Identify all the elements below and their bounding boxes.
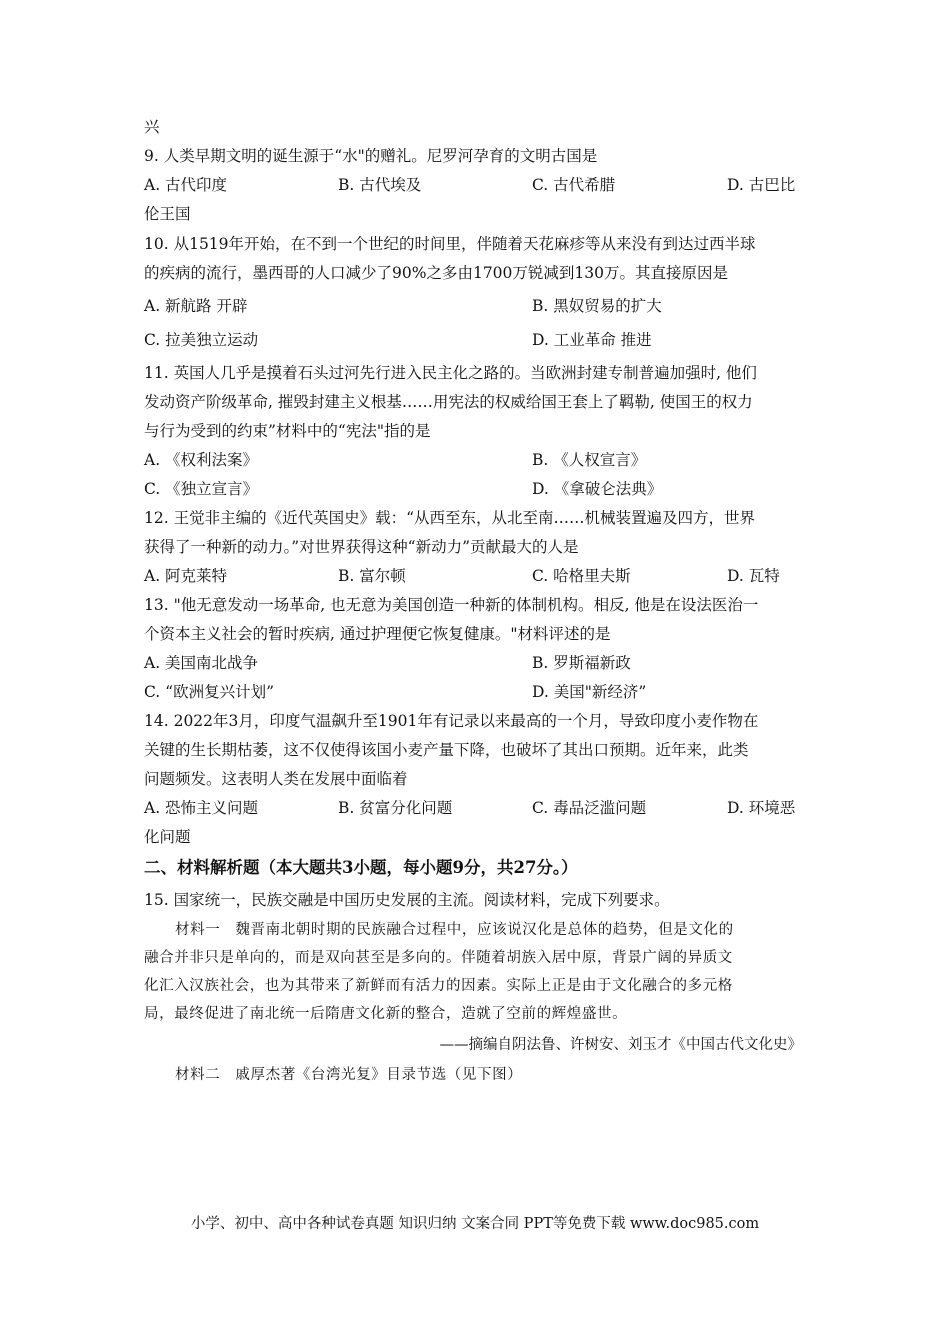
q11-option-d: D. 《拿破仑法典》 <box>532 480 663 498</box>
q14-option-b: B. 贫富分化问题 <box>338 799 453 817</box>
q14-option-d: D. 环境恶 <box>727 799 796 817</box>
q13-option-b: B. 罗斯福新政 <box>532 654 631 672</box>
q10-option-b: B. 黑奴贸易的扩大 <box>532 297 662 315</box>
q12-option-a: A. 阿克莱特 <box>144 567 228 585</box>
q14-option-c: C. 毒品泛滥问题 <box>532 799 647 817</box>
question-10-line-1: 10. 从1519年开始，在不到一个世纪的时间里，伴随着天花麻疹等从来没有到达过西半球 <box>144 235 756 253</box>
q12-option-d: D. 瓦特 <box>727 567 780 585</box>
page-footer: 小学、初中、高中各种试卷真题 知识归纳 文案合同 PPT等免费下载 www.doc985.com <box>190 1216 760 1232</box>
question-9: 9. 人类早期文明的诞生源于“水"的赠礼。尼罗河孕育的文明古国是 <box>144 147 598 165</box>
q11-option-b: B. 《人权宣言》 <box>532 451 647 469</box>
question-12-line-2: 获得了一种新的动力。”对世界获得这种“新动力”贡献最大的人是 <box>144 538 579 556</box>
q12-option-c: C. 哈格里夫斯 <box>532 567 631 585</box>
question-14-line-1: 14. 2022年3月，印度气温飙升至1901年有记录以来最高的一个月，导致印度小麦作物在 <box>144 712 759 730</box>
q13-option-a: A. 美国南北战争 <box>144 654 259 672</box>
material-1-line-3: 化汇入汉族社会，也为其带来了新鲜而有活力的因素。实际上正是由于文化融合的多元格 <box>144 978 733 994</box>
q12-option-b: B. 富尔顿 <box>338 567 406 585</box>
q13-option-d: D. 美国"新经济” <box>532 683 647 701</box>
q11-option-a: A. 《权利法案》 <box>144 451 259 469</box>
material-1-line-4: 局，最终促进了南北统一后隋唐文化新的整合，造就了空前的辉煌盛世。 <box>144 1006 628 1022</box>
q10-option-c: C. 拉美独立运动 <box>144 331 259 349</box>
q13-option-c: C. “欧洲复兴计划” <box>144 683 275 701</box>
question-11-line-2: 发动资产阶级革命, 摧毁封建主义根基……用宪法的权威给国王套上了羁勒, 使国王的权力 <box>144 393 753 411</box>
question-11-line-1: 11. 英国人几乎是摸着石头过河先行进入民主化之路的。当欧洲封建专制普遍加强时, 他们 <box>144 364 757 382</box>
q11-option-c: C. 《独立宣言》 <box>144 480 259 498</box>
question-15: 15. 国家统一，民族交融是中国历史发展的主流。阅读材料，完成下列要求。 <box>144 891 670 909</box>
q10-option-d: D. 工业革命 推进 <box>532 331 652 349</box>
question-12-line-1: 12. 王觉非主编的《近代英国史》载：“从西至东，从北至南……机械装置遍及四方，世界 <box>144 509 756 527</box>
material-2: 材料二 戚厚杰著《台湾光复》目录节选（见下图） <box>175 1067 523 1083</box>
continued-text: 兴 <box>144 118 160 136</box>
question-13-line-1: 13. "他无意发动一场革命, 也无意为美国创造一种新的体制机构。相反, 他是在设法医治一 <box>144 596 759 614</box>
q10-option-a: A. 新航路 开辟 <box>144 297 248 315</box>
q14-option-d-continued: 化问题 <box>144 828 191 846</box>
material-1-source: ——摘编自阴法鲁、许树安、刘玉才《中国古代文化史》 <box>439 1037 802 1053</box>
q9-option-d: D. 古巴比 <box>727 176 796 194</box>
q9-option-a: A. 古代印度 <box>144 176 228 194</box>
q9-option-c: C. 古代希腊 <box>532 176 616 194</box>
question-10-line-2: 的疾病的流行，墨西哥的人口减少了90%之多由1700万锐减到130万。其直接原因是 <box>144 264 728 282</box>
question-11-line-3: 与行为受到的约束”材料中的“宪法"指的是 <box>144 422 431 440</box>
question-13-line-2: 个资本主义社会的暂时疾病, 通过护理便它恢复健康。"材料评述的是 <box>144 625 611 643</box>
material-1-line-2: 融合并非只是单向的，而是双向甚至是多向的。伴随着胡族入居中原，背景广阔的异质文 <box>144 950 733 966</box>
q14-option-a: A. 恐怖主义问题 <box>144 799 259 817</box>
section-heading: 二、材料解析题（本大题共3小题，每小题9分，共27分。） <box>144 858 578 877</box>
material-1-line-1: 材料一 魏晋南北朝时期的民族融合过程中，应该说汉化是总体的趋势，但是文化的 <box>175 922 734 938</box>
question-14-line-2: 关键的生长期枯萎，这不仅使得该国小麦产量下降，也破坏了其出口预期。近年来，此类 <box>144 741 749 759</box>
q9-option-d-continued: 伦王国 <box>144 205 191 223</box>
q9-option-b: B. 古代埃及 <box>338 176 422 194</box>
question-14-line-3: 问题频发。这表明人类在发展中面临着 <box>144 770 408 788</box>
